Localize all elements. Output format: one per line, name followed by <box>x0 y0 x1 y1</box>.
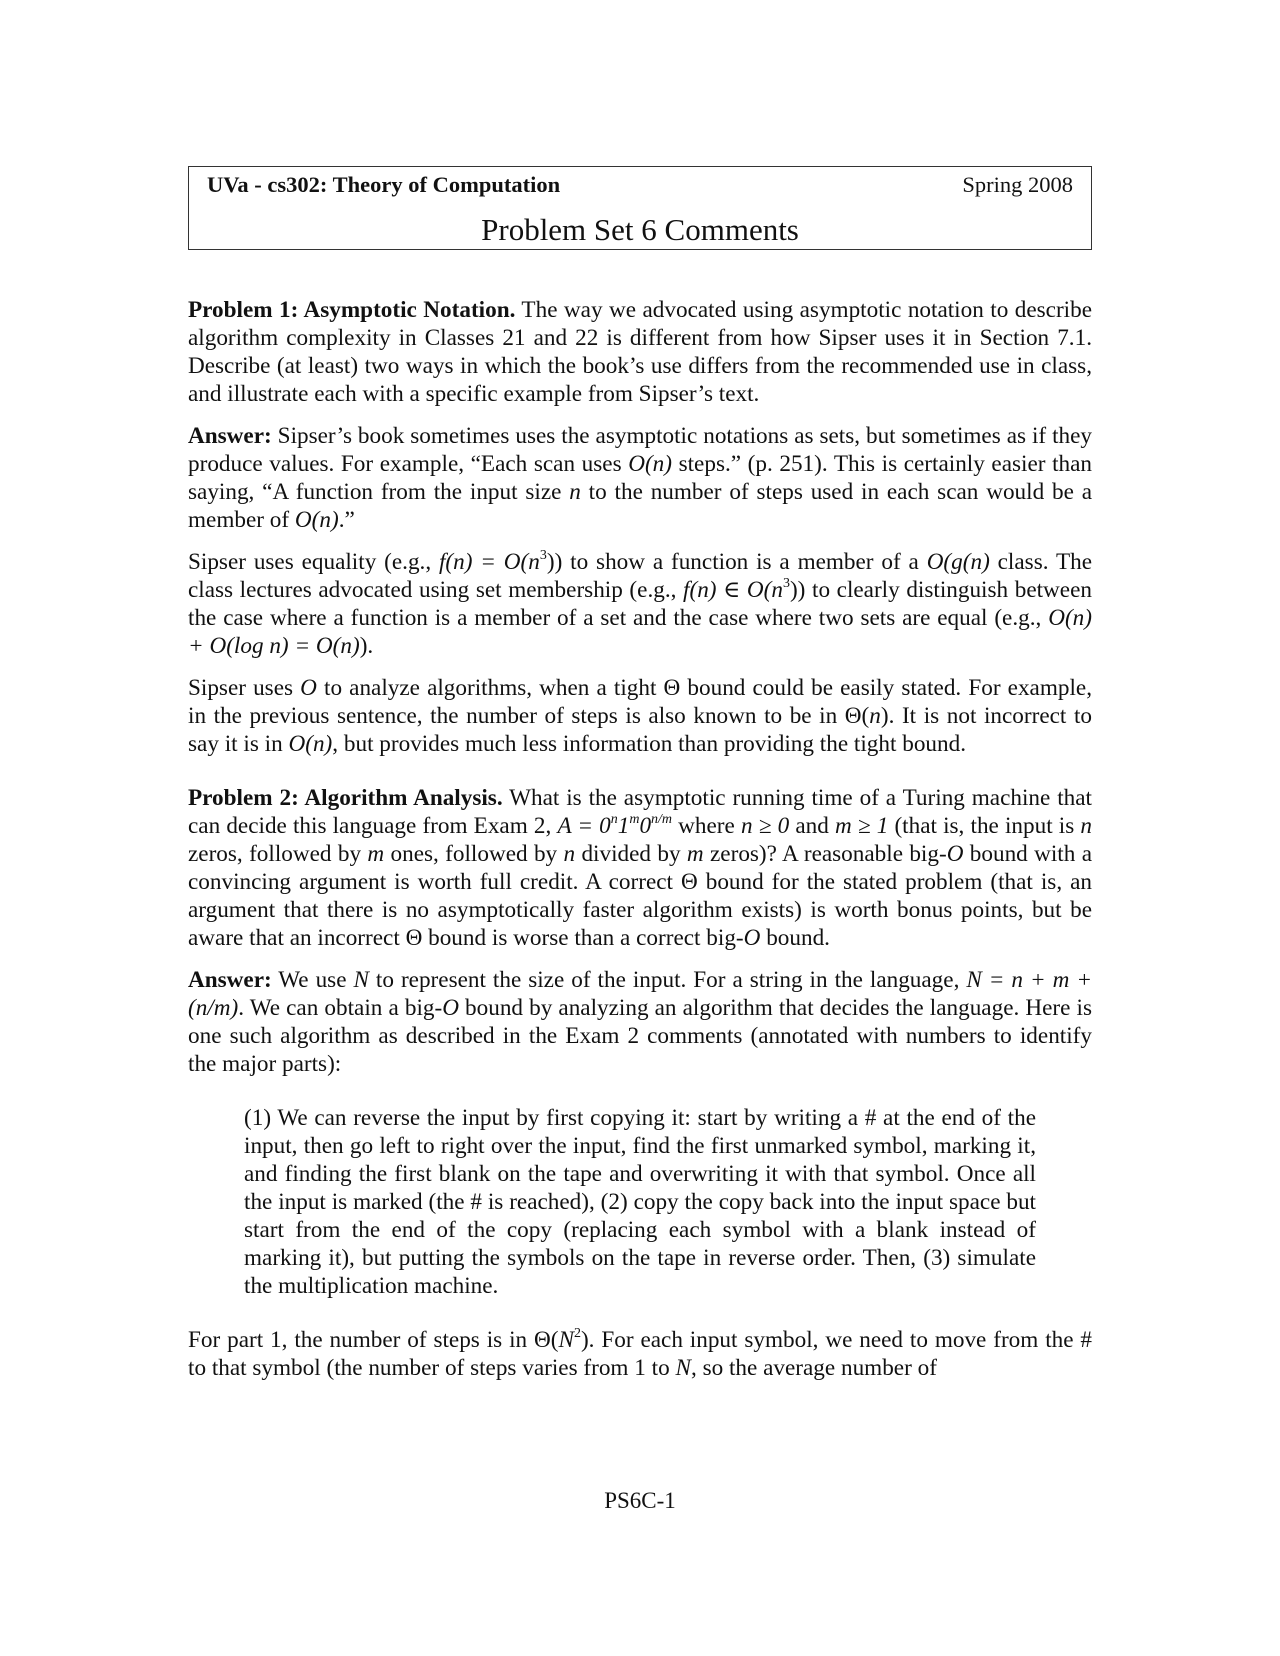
math: n <box>569 479 581 505</box>
math: O <box>946 841 964 867</box>
superscript: n/m <box>651 812 673 828</box>
page-number: PS6C-1 <box>604 1488 676 1513</box>
math: N <box>558 1327 574 1353</box>
paragraph-text: ). It is not incorrect to say it is in <box>188 703 1092 757</box>
paragraph-text: to represent the size of the input. For a string in the language, <box>368 967 967 993</box>
problem-1-heading: Problem 1: Asymptotic Notation. <box>188 297 516 323</box>
math: A = 0 <box>557 813 611 839</box>
paragraph-text: )) to clearly distinguish between the case where a function is a member of a set and the case where two sets are equal (e.g., <box>188 577 1092 631</box>
term-label: Spring 2008 <box>962 172 1073 197</box>
problem-1 <box>188 296 1092 408</box>
math: O(n) + O(log n) = O(n) <box>188 605 1092 659</box>
document-page <box>188 166 1092 1396</box>
math: n ≥ 0 <box>740 813 790 839</box>
answer-2-paragraph-2 <box>188 1326 1092 1382</box>
header-box <box>188 166 1092 250</box>
paragraph-text: zeros)? A reasonable big- <box>703 841 947 867</box>
problem-2-heading: Problem 2: Algorithm Analysis. <box>188 785 503 811</box>
paragraph-text: where <box>672 813 741 839</box>
paragraph-text: zeros, followed by <box>188 841 368 867</box>
math: O <box>300 675 317 701</box>
paragraph-text: class. The class lectures advocated using set membership (e.g., <box>188 549 1092 603</box>
math: m <box>686 841 704 867</box>
answer-1-text: steps.” (p. 251). This is certainly easier than saying, “A function from the input size <box>188 451 1092 505</box>
math: f(n) ∈ O(n <box>683 577 783 603</box>
math: O(n) <box>288 731 333 757</box>
answer-2 <box>188 966 1092 1078</box>
superscript: n <box>610 812 618 828</box>
answer-2-heading: Answer: <box>188 967 272 993</box>
problem-2 <box>188 784 1092 952</box>
paragraph-text: , but provides much less information than providing the tight bound. <box>332 731 966 757</box>
superscript: 2 <box>573 1326 581 1342</box>
superscript: 3 <box>539 548 547 564</box>
paragraph-text: . We can obtain a big- <box>238 995 443 1021</box>
answer-1-text: .” <box>338 507 355 533</box>
math: N <box>675 1355 691 1381</box>
math: O <box>743 925 761 951</box>
math: O(g(n) <box>926 549 990 575</box>
course-title: UVa - cs302: Theory of Computation <box>207 172 561 197</box>
paragraph-text: ). For each input symbol, we need to move from the # to that symbol (the number of steps varies from 1 to <box>188 1327 1092 1381</box>
paragraph-text: Sipser uses <box>188 675 301 701</box>
math: n <box>869 703 881 729</box>
document-title: Problem Set 6 Comments <box>481 212 799 247</box>
paragraph-text: We use <box>271 967 354 993</box>
paragraph-text: Sipser uses equality (e.g., <box>188 549 439 575</box>
math: m ≥ 1 <box>834 813 889 839</box>
paragraph-text: divided by <box>575 841 687 867</box>
math: N <box>353 967 369 993</box>
paragraph-text: ones, followed by <box>384 841 564 867</box>
answer-1-paragraph-2 <box>188 548 1092 660</box>
math: f(n) = O(n <box>438 549 540 575</box>
paragraph-text: bound with a convincing argument is worth full credit. A correct Θ bound for the stated problem (that is, an argument that there is no asymptotically faster algorithm exists) is worth bonus points, but be aware that an incorrect Θ bound is worse than a correct big- <box>188 841 1092 951</box>
answer-1-text: Sipser’s book sometimes uses the asymptotic notations as sets, but sometimes as if they produce values. For example, “Each scan uses <box>188 423 1092 477</box>
math: N = n + m + (n/m) <box>188 967 1093 1021</box>
math: O <box>442 995 459 1021</box>
paragraph-text: (that is, the input is <box>888 813 1081 839</box>
answer-1-heading: Answer: <box>188 423 272 449</box>
paragraph-text: What is the asymptotic running time of a Turing machine that can decide this language from Exam 2, <box>188 785 1092 839</box>
algorithm-quote: (1) We can reverse the input by first copying it: start by writing a # at the end of the input, then go left to right over the input, find the first unmarked symbol, marking it, and finding the first blank on the tape and overwriting it with that symbol. Once all the input is marked (the # is reached), (2) copy the copy back into the input space but start from the end of the copy (replacing each symbol with a blank instead of marking it), but putting the symbols on the tape in reverse order. Then, (3) simulate the multiplication machine. <box>244 1105 1036 1299</box>
math: n <box>563 841 576 867</box>
paragraph-text: )) to show a function is a member of a <box>546 549 927 575</box>
math: m <box>367 841 385 867</box>
math: 0 <box>639 813 652 839</box>
paragraph-text: and <box>789 813 835 839</box>
paragraph-text: For part 1, the number of steps is in Θ( <box>188 1327 559 1353</box>
superscript: m <box>629 812 640 828</box>
math: O(n) <box>294 507 339 533</box>
answer-1-text: to the number of steps used in each scan would be a member of <box>188 479 1092 533</box>
problem-1-text: The way we advocated using asymptotic notation to describe algorithm complexity in Classes 21 and 22 is different from how Sipser uses it in Section 7.1. Describe (at least) two ways in which the book’s use differs from the recommended use in class, and illustrate each with a specific example from Sipser’s text. <box>188 297 1092 407</box>
math: n <box>1080 813 1092 839</box>
paragraph-text: bound by analyzing an algorithm that decides the language. Here is one such algorithm as described in the Exam 2 comments (annotated with numbers to identify the major parts): <box>188 995 1092 1077</box>
paragraph-text: to analyze algorithms, when a tight Θ bound could be easily stated. For example, in the previous sentence, the number of steps is also known to be in Θ( <box>188 675 1092 729</box>
paragraph-text: ). <box>359 633 374 659</box>
answer-1-paragraph-3 <box>188 674 1092 758</box>
math: O(n) <box>628 451 672 477</box>
math: 1 <box>617 813 630 839</box>
superscript: 3 <box>782 576 790 592</box>
paragraph-text: bound. <box>760 925 830 951</box>
paragraph-text: , so the average number of <box>690 1355 937 1381</box>
answer-1 <box>188 422 1092 534</box>
